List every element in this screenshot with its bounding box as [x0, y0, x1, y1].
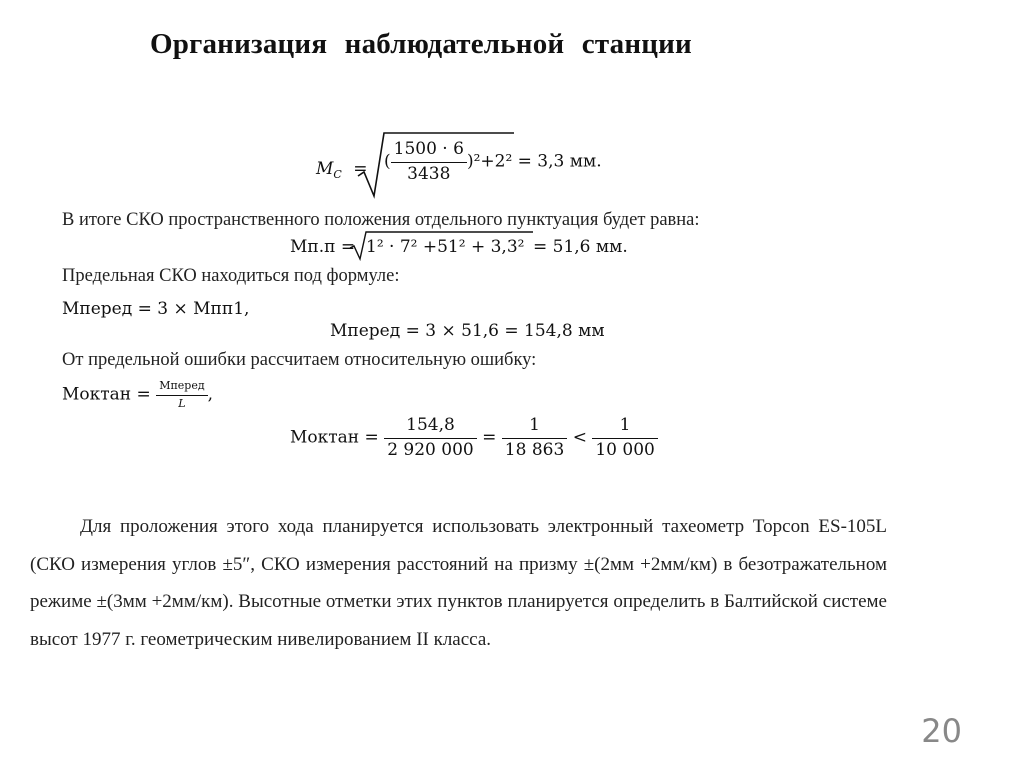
text-line-1: В итоге СКО пространственного положения отдельного пунктуация будет равна:: [62, 210, 700, 230]
mc-fraction: $\frac{1500 \cdot 6}{3438}$: [391, 140, 467, 184]
moktan-fraction-1: $\frac{154,8}{2 920 000}$: [384, 416, 477, 460]
moktan-fraction-3: $\frac{1}{10 000}$: [592, 416, 657, 460]
moktan-def-fraction: $\frac{\text{Mперед}}{L}$: [156, 380, 207, 410]
mc-lhs: $M_C$ =: [316, 159, 368, 181]
mc-radicand: ( $\frac{1500 \cdot 6}{3438}$ )²+2² = 3,3 мм.: [384, 139, 602, 184]
slide-title: Организация наблюдательной станции: [150, 28, 692, 60]
mpp-radicand: 1² · 7² +51² + 3,3²: [366, 237, 525, 257]
mpp-lhs: Mп.п =: [290, 237, 356, 257]
moktan-fraction-2: $\frac{1}{18 863}$: [502, 416, 567, 460]
formula-moktan-value: Mоктан = $\frac{154,8}{2 920 000}$ = $\frac{1}{18 863}$ < $\frac{1}{10 000}$: [290, 416, 658, 460]
page-number: 20: [921, 712, 962, 750]
formula-mpered-def: Mперед = 3 × Mпп1,: [62, 299, 250, 319]
text-line-3: От предельной ошибки рассчитаем относительную ошибку:: [62, 350, 537, 370]
formula-moktan-def: Mоктан = $\frac{\text{Mперед}}{L}$ ,: [62, 379, 214, 410]
mpp-rhs: = 51,6 мм.: [533, 237, 628, 257]
equipment-paragraph: Для проложения этого хода планируется использовать электронный тахеометр Topcon ES-105L (СКО измерения углов ±5″, СКО измерения расстояний на призму ±(2мм +2мм/км) в безотражательном режиме ±(3мм +2мм/км). Высотные отметки этих пунктов планируется определить в Балтийской системе высот 1977 г. геометрическим нивелированием II класса.: [30, 516, 887, 650]
formula-mpered-value: Mперед = 3 × 51,6 = 154,8 мм: [330, 321, 605, 341]
text-line-2: Предельная СКО находиться под формуле:: [62, 266, 400, 286]
